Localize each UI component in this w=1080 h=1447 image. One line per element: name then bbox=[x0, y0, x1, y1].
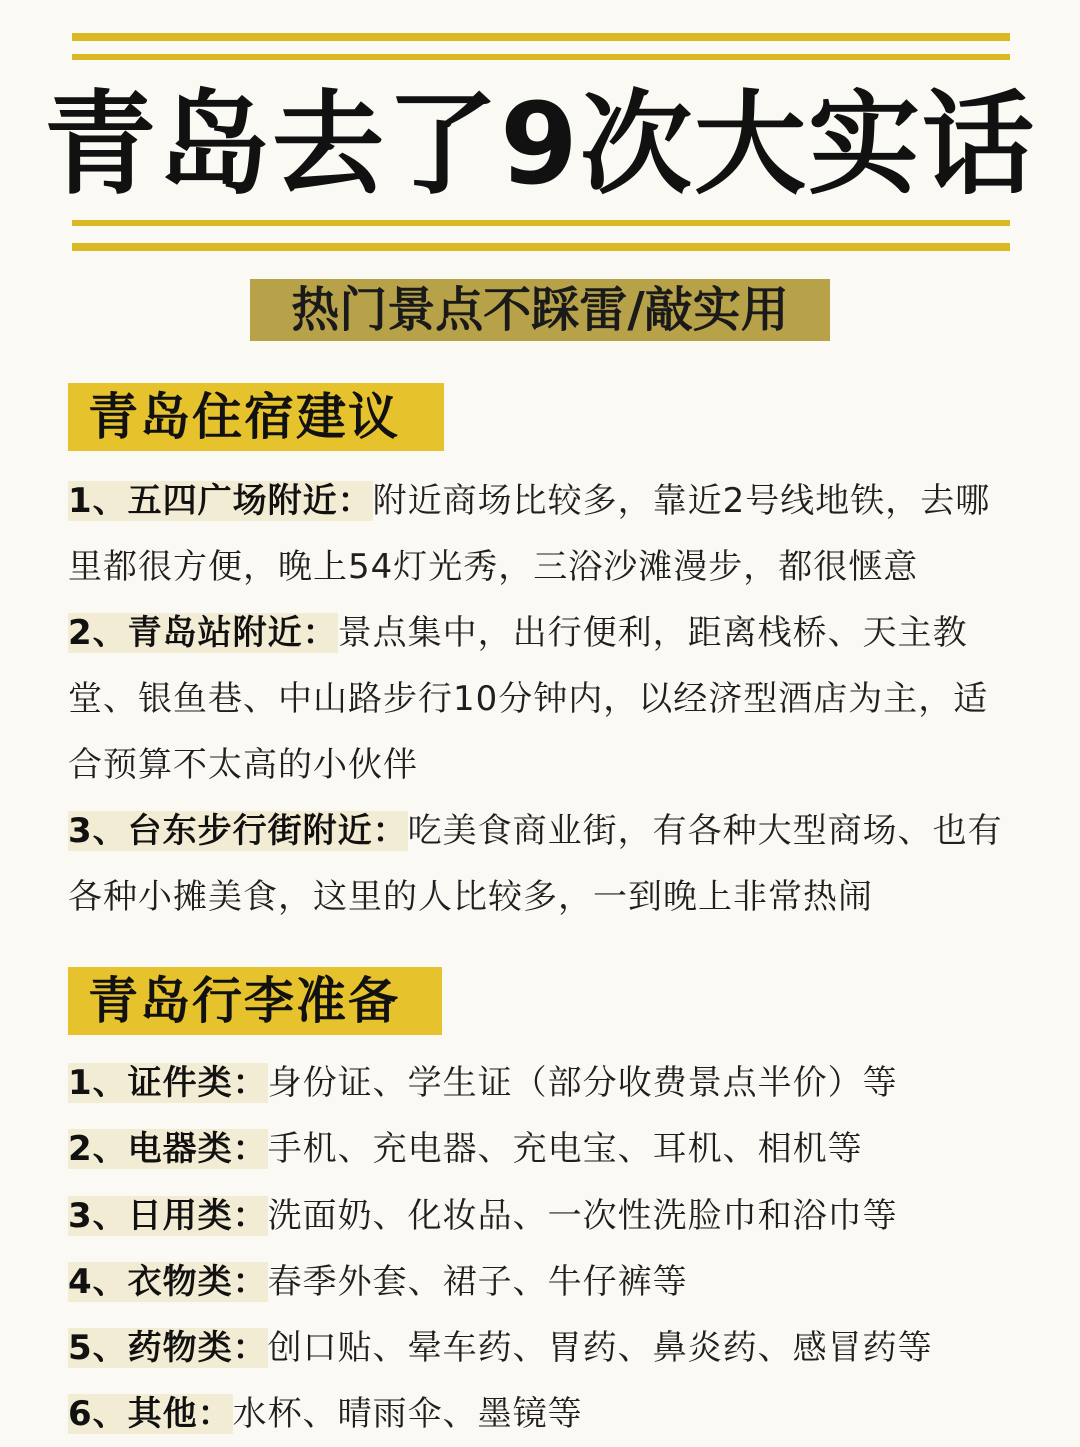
luggage-item bbox=[68, 1249, 1023, 1315]
luggage-item bbox=[68, 1050, 1023, 1116]
luggage-item-label: 5、药物类： bbox=[68, 1328, 268, 1368]
accommodation-item-label: 2、青岛站附近： bbox=[68, 613, 338, 653]
accommodation-item bbox=[68, 798, 1023, 930]
accommodation-item-label: 3、台东步行街附近： bbox=[68, 811, 408, 851]
accommodation-item-text: 吃美食商业街，有各种大型商场、也有各种小摊美食，这里的人比较多，一到晚上非常热闹 bbox=[68, 811, 1003, 917]
luggage-item bbox=[68, 1381, 1023, 1447]
bottom-gold-rule bbox=[72, 243, 1010, 251]
luggage-item bbox=[68, 1183, 1023, 1249]
section-heading-accommodation: 青岛住宿建议 bbox=[68, 383, 444, 451]
luggage-item-text: 身份证、学生证（部分收费景点半价）等 bbox=[267, 1063, 898, 1103]
top-gold-rule-thin bbox=[72, 54, 1010, 60]
section-heading-luggage: 青岛行李准备 bbox=[68, 967, 442, 1035]
luggage-item-label: 1、证件类： bbox=[68, 1063, 268, 1103]
luggage-item-text: 手机、充电器、充电宝、耳机、相机等 bbox=[267, 1129, 863, 1169]
accommodation-item-text: 景点集中，出行便利，距离栈桥、天主教堂、银鱼巷、中山路步行10分钟内，以经济型酒店为主，适合预算不太高的小伙伴 bbox=[68, 613, 989, 785]
luggage-item-label: 2、电器类： bbox=[68, 1129, 268, 1169]
page-title: 青岛去了9次大实话 bbox=[44, 80, 1036, 210]
bottom-gold-rule-thin bbox=[72, 220, 1010, 226]
luggage-item bbox=[68, 1116, 1023, 1182]
luggage-item-label: 6、其他： bbox=[68, 1394, 233, 1434]
luggage-item-label: 3、日用类： bbox=[68, 1196, 268, 1236]
luggage-item-text: 洗面奶、化妆品、一次性洗脸巾和浴巾等 bbox=[267, 1196, 898, 1236]
luggage-item-text: 春季外套、裙子、牛仔裤等 bbox=[267, 1262, 688, 1302]
luggage-item-text: 创口贴、晕车药、胃药、鼻炎药、感冒药等 bbox=[267, 1328, 933, 1368]
luggage-item-text: 水杯、晴雨伞、墨镜等 bbox=[232, 1394, 583, 1434]
accommodation-item bbox=[68, 468, 1023, 600]
subtitle-banner: 热门景点不踩雷/敲实用 bbox=[250, 279, 830, 341]
accommodation-item-text: 附近商场比较多，靠近2号线地铁，去哪里都很方便，晚上54灯光秀，三浴沙滩漫步，都很惬意 bbox=[68, 481, 991, 587]
accommodation-item bbox=[68, 600, 1023, 798]
top-gold-rule bbox=[72, 33, 1010, 41]
luggage-item-label: 4、衣物类： bbox=[68, 1262, 268, 1302]
luggage-item bbox=[68, 1315, 1023, 1381]
accommodation-item-label: 1、五四广场附近： bbox=[68, 481, 373, 521]
